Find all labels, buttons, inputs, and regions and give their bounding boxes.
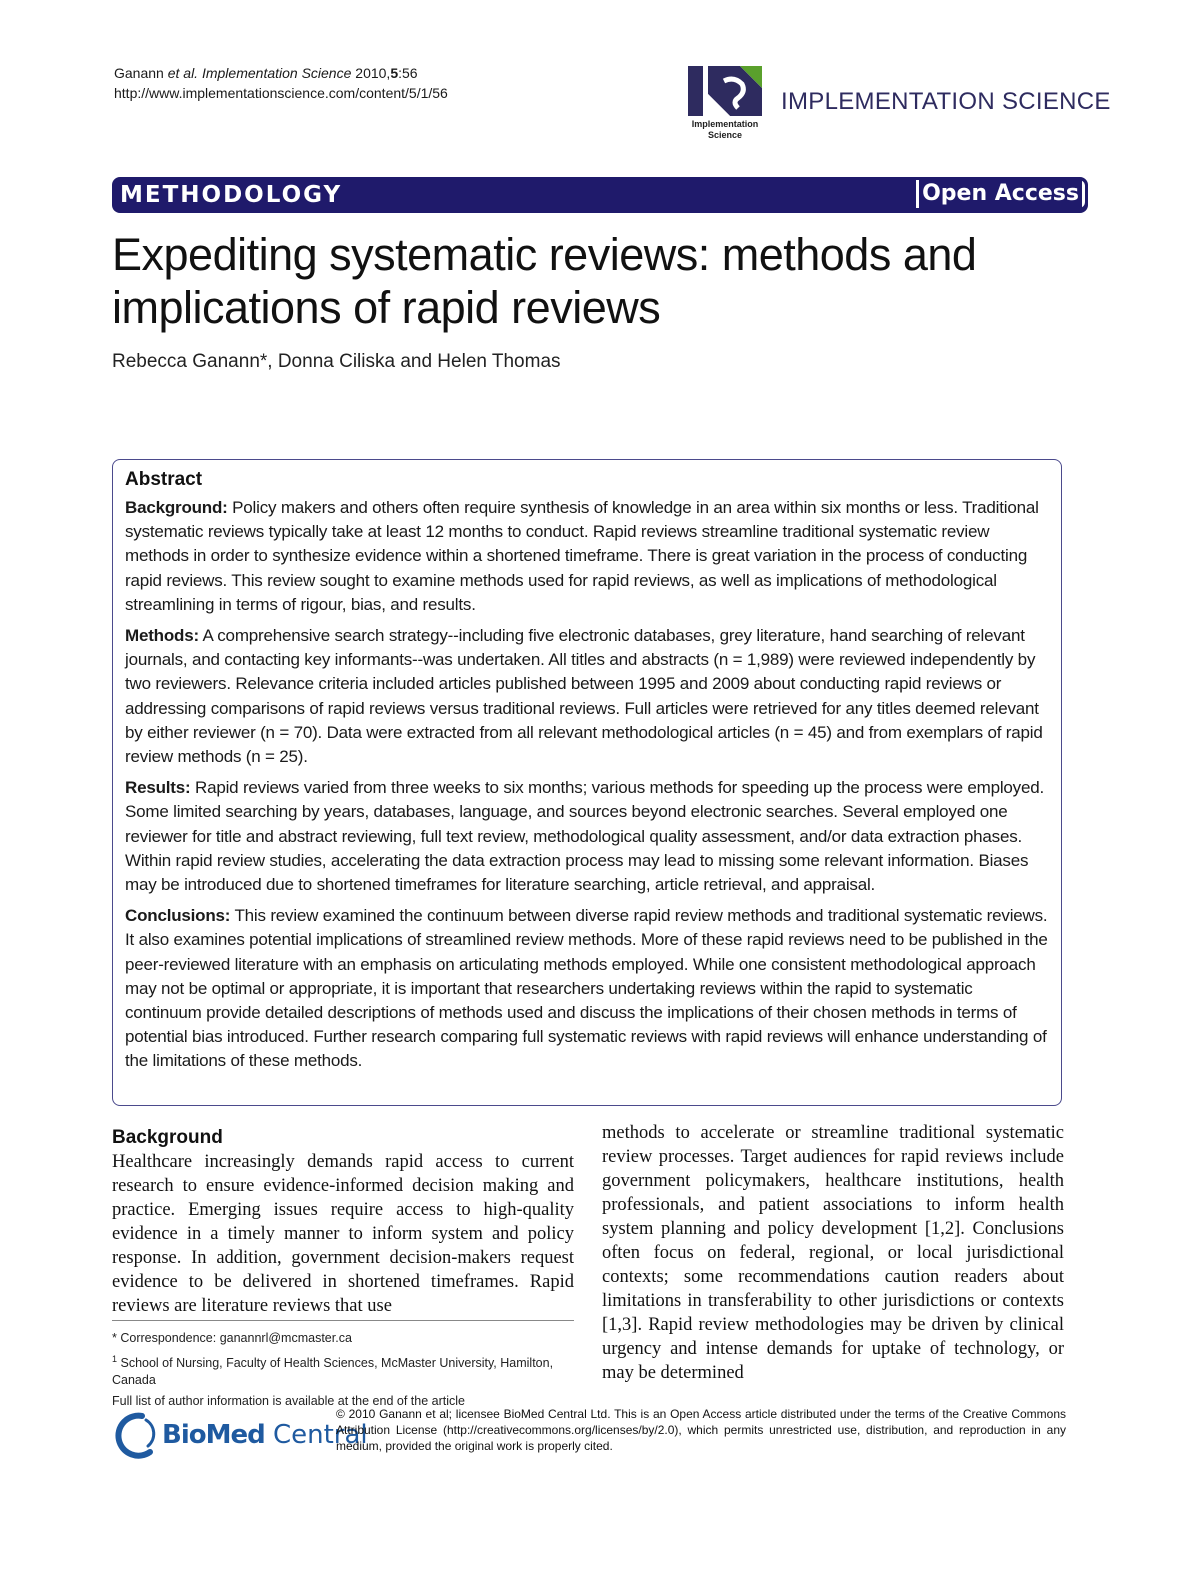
journal-mark-caption: Implementation Science — [691, 119, 759, 140]
body-column-left — [112, 1126, 574, 1318]
footnote-divider — [112, 1320, 574, 1321]
abstract-conclusions: Conclusions: This review examined the continuum between diverse rapid review methods and traditional systematic reviews. It also examines potential implications of streamlined review methods. More of these rapid reviews need to be published in the peer-reviewed literature with an emphasis on articulating methods employed. While one consistent methodological approach may not be optimal or appropriate, it is important that researchers undertaking reviews within the rapid to systematic continuum provide detailed descriptions of methods used and discuss the implications of their chosen methods in terms of potential bias introduced. Further research comparing full systematic reviews with rapid reviews will enhance understanding of the limitations of these methods. — [125, 906, 1048, 1071]
body-text-right: methods to accelerate or streamline traditional systematic review processes. Target audiences for rapid reviews include government policymakers, healthcare institutions, health professionals, and patient associations to inform health system planning and policy development [1,2]. Conclusions often focus on federal, regional, or local jurisdictional contexts; some recommendations caution readers about limitations in transferability to other jurisdictions or contexts [1,3]. Rapid review methodologies may be driven by clinical urgency and intense demands for uptake of technology, or may be determined — [602, 1123, 1064, 1383]
abstract-box — [112, 459, 1062, 1106]
citation-author: Ganann — [114, 65, 164, 81]
license-statement: © 2010 Ganann et al; licensee BioMed Central Ltd. This is an Open Access article distributed under the terms of the Creative Commons Attribution License (http://creativecommons.org/licenses/by/2.0), which permits unrestricted use, distribution, and reproduction in any medium, provided the original work is properly cited. — [336, 1407, 1066, 1453]
abstract-background: Background: Policy makers and others often require synthesis of knowledge in an area within six months or less. Traditional systematic reviews typically take at least 12 months to conduct. Rapid reviews streamline traditional systematic review methods in order to synthesize evidence within a shortened timeframe. There is great variation in the process of conducting rapid reviews. This review sought to examine methods used for rapid reviews, as well as implications of methodological streamlining in terms of rigour, bias, and results. — [125, 498, 1039, 614]
open-access-label: Open Access — [919, 180, 1082, 208]
journal-mark-icon — [688, 66, 762, 116]
citation-year: 2010, — [355, 65, 391, 81]
citation-etal: et al. — [167, 65, 199, 81]
citation-article: :56 — [398, 65, 418, 81]
citation-line — [114, 63, 448, 83]
background-heading: Background — [112, 1127, 223, 1148]
author-info-note: Full list of author information is available at the end of the article — [112, 1394, 465, 1409]
body-column-right — [602, 1121, 1064, 1385]
abstract-results: Results: Rapid reviews varied from three weeks to six months; various methods for speeding up the process were employed. Some limited searching by years, databases, language, and sources beyond electronic searches. Several employed one reviewer for title and abstract reviewing, full text review, methodological quality assessment, and/or data extraction phases. Within rapid review studies, accelerating the data extraction process may lead to missing some relevant information. Biases may be introduced due to shortened timeframes for literature searching, article retrieval, and appraisal. — [125, 778, 1044, 895]
open-access-badge — [916, 180, 1085, 208]
abstract-heading: Abstract — [125, 469, 203, 490]
abstract-methods: Methods: A comprehensive search strategy--including five electronic databases, grey literature, hand searching of relevant journals, and contacting key informants--was undertaken. All titles and abstracts (n = 1,989) were reviewed independently by two reviewers. Relevance criteria included articles published between 1995 and 2009 about conducting rapid reviews or addressing comparisons of rapid reviews versus traditional reviews. Full articles were retrieved for any titles deemed relevant by either reviewer (n = 70). Data were extracted from all relevant methodological articles (n = 45) and from exemplars of rapid review methods (n = 25). — [125, 626, 1043, 767]
citation-header — [114, 63, 448, 103]
biomed-central-logo — [112, 1412, 368, 1462]
body-text-left: Healthcare increasingly demands rapid access to current research to ensure evidence-informed decision making and practice. Emerging issues require access to high-quality evidence in a timely manner to inform system and policy response. In addition, government decision-makers request evidence to be delivered in shortened timeframes. Rapid reviews are literature reviews that use — [112, 1152, 574, 1316]
correspondence-note: * Correspondence: ganannrl@mcmaster.ca — [112, 1331, 352, 1345]
article-authors: Rebecca Ganann*, Donna Ciliska and Helen Thomas — [112, 351, 561, 372]
section-label: METHODOLOGY — [120, 182, 343, 208]
journal-name: IMPLEMENTATION SCIENCE — [781, 88, 1111, 115]
affiliation-note: $^1$ School of Nursing, Faculty of Health Sciences, McMaster University, Hamilton, Canada — [112, 1354, 554, 1388]
citation-journal: Implementation Science — [201, 65, 352, 81]
biomed-central-swoosh-icon — [112, 1412, 158, 1460]
section-bar — [112, 177, 1088, 213]
citation-volume: 5 — [390, 65, 399, 81]
article-title: Expediting systematic reviews: methods and implications of rapid reviews — [112, 229, 977, 333]
citation-url[interactable]: http://www.implementationscience.com/content/5/1/56 — [114, 85, 448, 101]
footnotes — [112, 1330, 582, 1414]
biomed-central-wordmark: BioMed Central — [162, 1420, 368, 1450]
